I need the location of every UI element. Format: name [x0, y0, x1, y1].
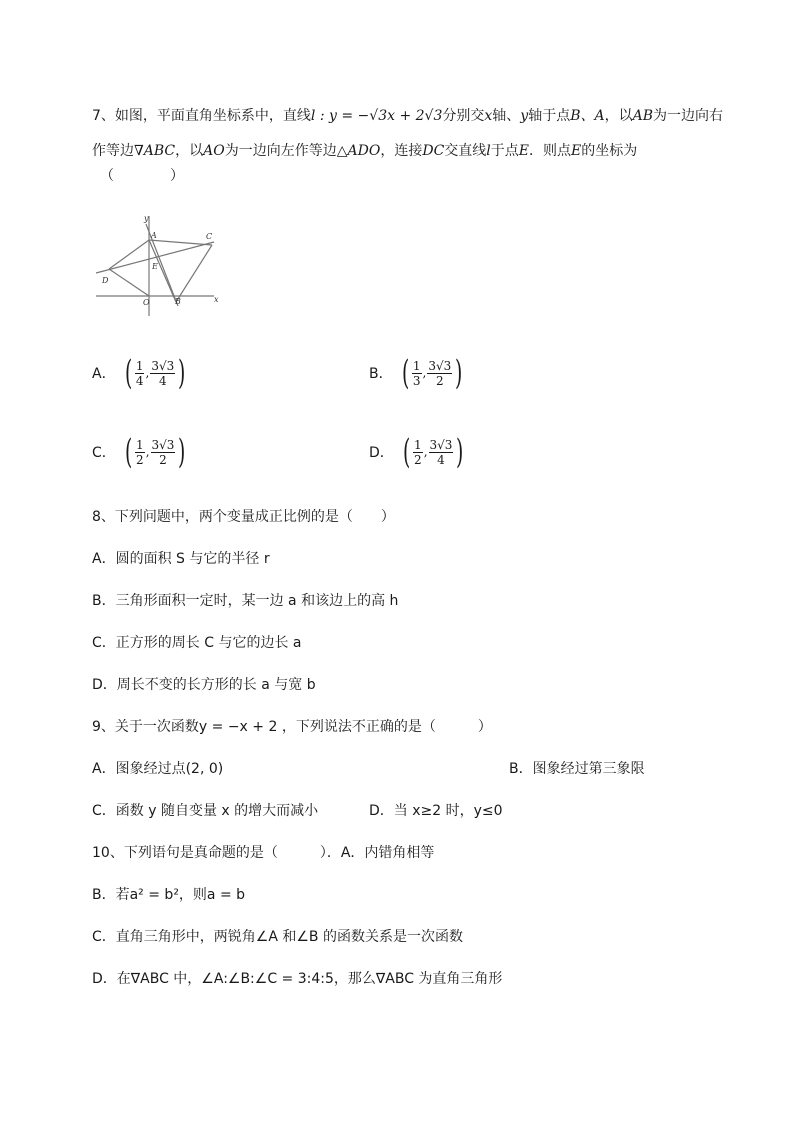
q7-stem-line1	[92, 106, 723, 126]
left-paren: (	[124, 432, 133, 472]
q7-text-9: 为一边向左作等边	[224, 143, 337, 159]
q9-option-d[interactable]: D．当 x≥2 时，y≤0	[369, 803, 503, 819]
q7-text-5: ，以	[604, 108, 633, 124]
fig-label-y: y	[144, 214, 149, 223]
q9-option-b[interactable]: B．图象经过第三象限	[509, 761, 645, 777]
denominator: 2	[136, 452, 144, 467]
segment-ac	[149, 240, 212, 245]
option-label: B．	[369, 366, 393, 382]
q8-option-c[interactable]: C．正方形的周长 C 与它的边长 a	[92, 635, 302, 651]
segment-bc	[176, 245, 212, 302]
q7-points-ba: B、A	[570, 108, 605, 124]
fraction-x	[135, 359, 145, 388]
q7-text-1: 7、如图，平面直角坐标系中，直线	[92, 108, 311, 124]
right-paren: )	[178, 353, 186, 393]
q7-text-11: 交直线	[444, 143, 487, 159]
q10-option-d[interactable]: D．在∇ABC 中，∠A:∠B:∠C = 3:4:5，那么∇ABC 为直角三角形	[92, 971, 503, 987]
fraction-x	[135, 438, 145, 467]
option-label: C．	[92, 445, 116, 461]
q7-text-14: 的坐标为	[581, 143, 638, 159]
left-paren: (	[402, 432, 411, 472]
q7-answer-blank: （ ）	[100, 168, 184, 184]
comma: ,	[145, 445, 150, 459]
fraction-y	[429, 438, 454, 467]
q9-option-c[interactable]: C．函数 y 随自变量 x 的增大而减小	[92, 803, 319, 819]
fig-label-d: D	[102, 276, 109, 285]
segment-do	[109, 269, 149, 296]
q8-option-d[interactable]: D．周长不变的长方形的长 a 与宽 b	[92, 677, 316, 693]
numerator: 3√3	[429, 437, 453, 452]
denominator: 4	[437, 452, 445, 467]
q7-triangle-abc: ∇ABC	[134, 143, 176, 159]
q7-text-6: 为一边向右	[653, 108, 724, 124]
fig-label-c: C	[206, 232, 213, 241]
q7-text-7: 作等边	[92, 143, 134, 159]
q8-stem: 8、下列问题中，两个变量成正比例的是（ ）	[92, 509, 395, 525]
q9-stem: 9、关于一次函数y = −x + 2 ，下列说法不正确的是（ ）	[92, 719, 492, 735]
fraction-y	[151, 438, 176, 467]
comma: ,	[423, 445, 428, 459]
q7-option-b[interactable]	[369, 353, 466, 393]
q7-text-10: ，连接	[380, 143, 423, 159]
q7-figure	[92, 212, 222, 322]
left-paren: (	[124, 353, 132, 393]
denominator: 2	[159, 452, 167, 467]
q7-x-var: x	[484, 108, 493, 124]
q7-text-4: 轴于点	[528, 108, 571, 124]
q7-text-13: ．则点	[529, 143, 571, 159]
fraction-y	[150, 359, 175, 388]
q7-triangle-ado: △ADO	[336, 143, 381, 159]
numerator: 3√3	[151, 437, 175, 452]
denominator: 2	[414, 452, 422, 467]
denominator: 4	[158, 373, 167, 388]
numerator: 3√3	[151, 358, 175, 373]
right-paren: )	[455, 353, 463, 393]
q7-line-l: l	[486, 143, 491, 159]
q7-text-3: 轴、	[492, 108, 521, 124]
option-label: A．	[92, 366, 116, 382]
right-paren: )	[456, 432, 464, 472]
q7-text-8: ，以	[175, 143, 204, 159]
q10-option-c[interactable]: C．直角三角形中，两锐角∠A 和∠B 的函数关系是一次函数	[92, 929, 463, 945]
fig-label-o: O	[143, 298, 150, 307]
q7-point-e: E	[518, 143, 529, 159]
right-paren: )	[178, 432, 186, 472]
q8-option-a[interactable]: A．圆的面积 S 与它的半径 r	[92, 551, 270, 567]
q9-option-a[interactable]: A．图象经过点(2, 0)	[92, 761, 224, 777]
numerator: 1	[136, 437, 144, 452]
denominator: 2	[435, 373, 444, 388]
q7-option-d[interactable]	[369, 432, 467, 472]
q8-option-b[interactable]: B．三角形面积一定时，某一边 a 和该边上的高 h	[92, 593, 399, 609]
denominator: 3	[412, 373, 421, 388]
q7-text-12: 于点	[490, 143, 519, 159]
q7-stem-line2	[92, 141, 637, 161]
q10-option-b[interactable]: B．若a² = b²，则a = b	[92, 887, 246, 903]
fig-label-a: A	[151, 231, 157, 240]
q7-segment-dc: DC	[422, 143, 445, 159]
q7-segment-ab: AB	[632, 108, 654, 124]
numerator: 1	[414, 437, 422, 452]
fraction-x	[413, 438, 423, 467]
numerator: 1	[135, 358, 144, 373]
q7-point-e-2: E	[571, 143, 582, 159]
denominator: 4	[135, 373, 144, 388]
q10-stem: 10、下列语句是真命题的是（ ）．A．内错角相等	[92, 845, 435, 861]
left-paren: (	[401, 353, 409, 393]
fig-label-x: x	[214, 295, 219, 304]
fig-label-b: B	[175, 297, 181, 306]
comma: ,	[422, 366, 427, 380]
numerator: 1	[412, 358, 421, 373]
comma: ,	[145, 366, 150, 380]
fraction-x	[412, 359, 422, 388]
q7-option-c[interactable]	[92, 432, 189, 472]
numerator: 3√3	[428, 358, 452, 373]
segment-ab	[149, 240, 176, 302]
q7-segment-ao: AO	[203, 143, 225, 159]
q7-line-equation: l : y = −√3x + 2√3	[310, 108, 443, 124]
q7-text-2: 分别交	[442, 108, 485, 124]
fig-label-e: E	[152, 262, 158, 271]
q7-option-a[interactable]	[92, 353, 189, 393]
fraction-y	[427, 359, 452, 388]
option-label: D．	[369, 445, 394, 461]
q7-y-var: y	[520, 108, 529, 124]
